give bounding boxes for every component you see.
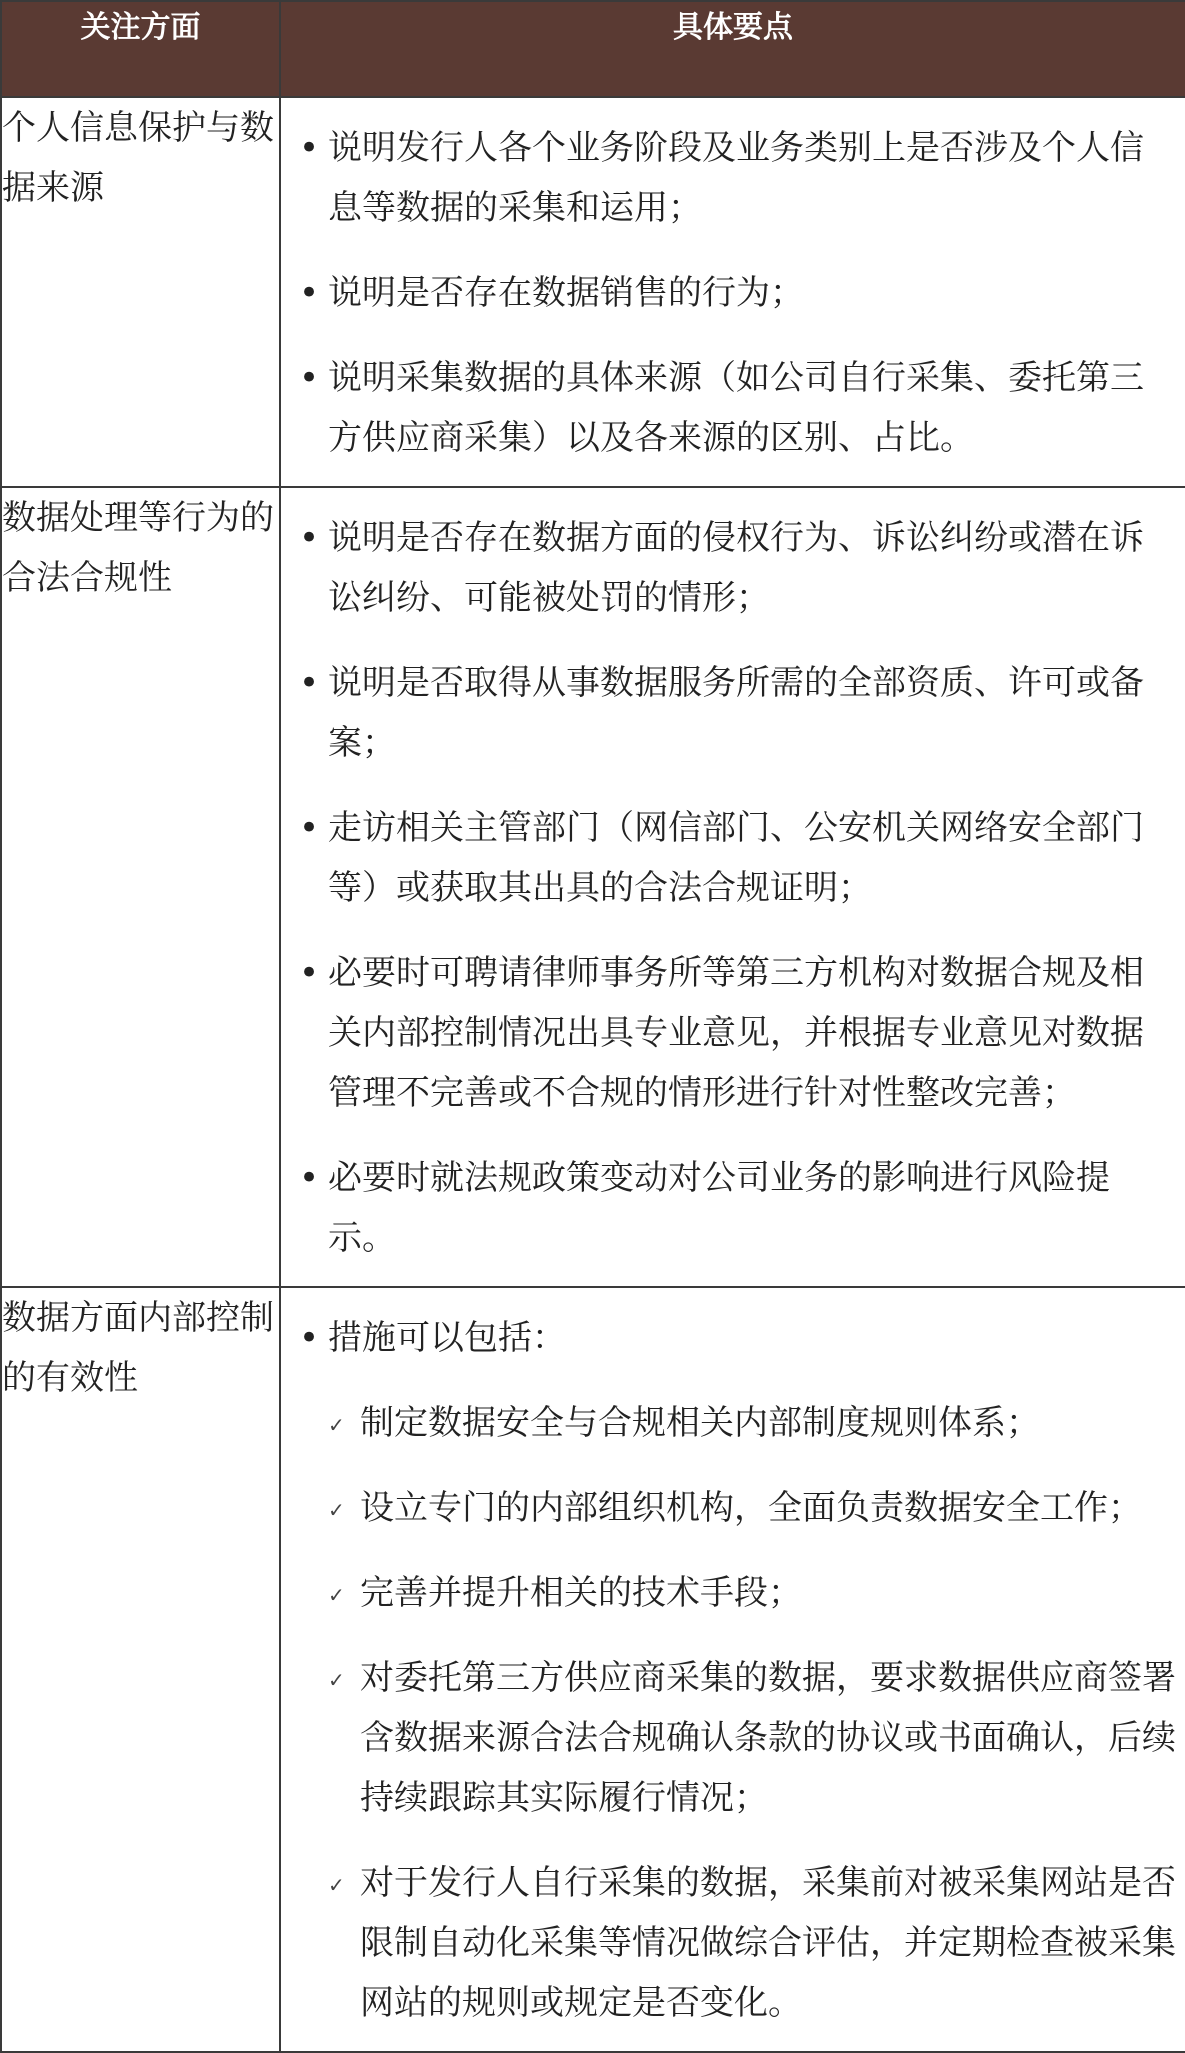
point-text: 走访相关主管部门（网信部门、公安机关网络安全部门等）或获取其出具的合法合规证明；	[328, 808, 1144, 908]
list-item	[281, 653, 1185, 773]
check-icon: ✓	[328, 1498, 345, 1522]
check-icon: ✓	[328, 1413, 345, 1437]
bullet-icon: •	[299, 128, 320, 168]
sub-point-text: 制定数据安全与合规相关内部制度规则体系；	[360, 1403, 1040, 1443]
table-row	[1, 97, 1185, 487]
header-aspect: 关注方面	[1, 1, 280, 97]
list-item	[281, 1308, 1185, 2033]
check-icon: ✓	[328, 1873, 345, 1897]
point-list	[281, 488, 1185, 1286]
list-item	[281, 348, 1185, 468]
sub-point-text: 完善并提升相关的技术手段；	[360, 1573, 802, 1613]
list-item	[281, 263, 1185, 323]
sub-point-list	[328, 1393, 1177, 2033]
list-item	[281, 1148, 1185, 1268]
point-list	[281, 98, 1185, 486]
aspect-cell: 数据方面内部控制的有效性	[1, 1287, 280, 2052]
list-item	[281, 118, 1185, 238]
bullet-icon: •	[299, 1318, 320, 1358]
points-cell	[280, 487, 1185, 1287]
table-row	[1, 487, 1185, 1287]
table-header-row	[1, 1, 1185, 97]
bullet-icon: •	[299, 953, 320, 993]
list-item	[281, 798, 1185, 918]
sub-list-item	[328, 1563, 1177, 1623]
point-text: 说明是否存在数据销售的行为；	[328, 273, 804, 313]
bullet-icon: •	[299, 663, 320, 703]
header-points: 具体要点	[280, 1, 1185, 97]
sub-list-item	[328, 1478, 1177, 1538]
sub-list-item	[328, 1648, 1177, 1828]
point-text: 必要时就法规政策变动对公司业务的影响进行风险提示。	[328, 1158, 1110, 1258]
sub-point-text: 对于发行人自行采集的数据，采集前对被采集网站是否限制自动化采集等情况做综合评估，并定期检查被采集网站的规则或规定是否变化。	[360, 1863, 1176, 2023]
bullet-icon: •	[299, 808, 320, 848]
sub-point-text: 设立专门的内部组织机构，全面负责数据安全工作；	[360, 1488, 1142, 1528]
point-text: 必要时可聘请律师事务所等第三方机构对数据合规及相关内部控制情况出具专业意见，并根据专业意见对数据管理不完善或不合规的情形进行针对性整改完善；	[328, 953, 1144, 1113]
aspect-cell: 数据处理等行为的合法合规性	[1, 487, 280, 1287]
aspect-cell: 个人信息保护与数据来源	[1, 97, 280, 487]
point-text: 说明采集数据的具体来源（如公司自行采集、委托第三方供应商采集）以及各来源的区别、占比。	[328, 358, 1144, 458]
point-text: 说明是否存在数据方面的侵权行为、诉讼纠纷或潜在诉讼纠纷、可能被处罚的情形；	[328, 518, 1144, 618]
point-text: 措施可以包括：	[328, 1318, 566, 1358]
point-text: 说明是否取得从事数据服务所需的全部资质、许可或备案；	[328, 663, 1144, 763]
point-text: 说明发行人各个业务阶段及业务类别上是否涉及个人信息等数据的采集和运用；	[328, 128, 1144, 228]
bullet-icon: •	[299, 273, 320, 313]
point-list	[281, 1288, 1185, 2051]
bullet-icon: •	[299, 358, 320, 398]
bullet-icon: •	[299, 1158, 320, 1198]
sub-list-item	[328, 1393, 1177, 1453]
check-icon: ✓	[328, 1668, 345, 1692]
list-item	[281, 943, 1185, 1123]
bullet-icon: •	[299, 518, 320, 558]
list-item	[281, 508, 1185, 628]
sub-point-text: 对委托第三方供应商采集的数据，要求数据供应商签署含数据来源合法合规确认条款的协议或书面确认，后续持续跟踪其实际履行情况；	[360, 1658, 1176, 1818]
check-icon: ✓	[328, 1583, 345, 1607]
sub-list-item	[328, 1853, 1177, 2033]
points-cell	[280, 97, 1185, 487]
points-cell	[280, 1287, 1185, 2052]
table-row	[1, 1287, 1185, 2052]
